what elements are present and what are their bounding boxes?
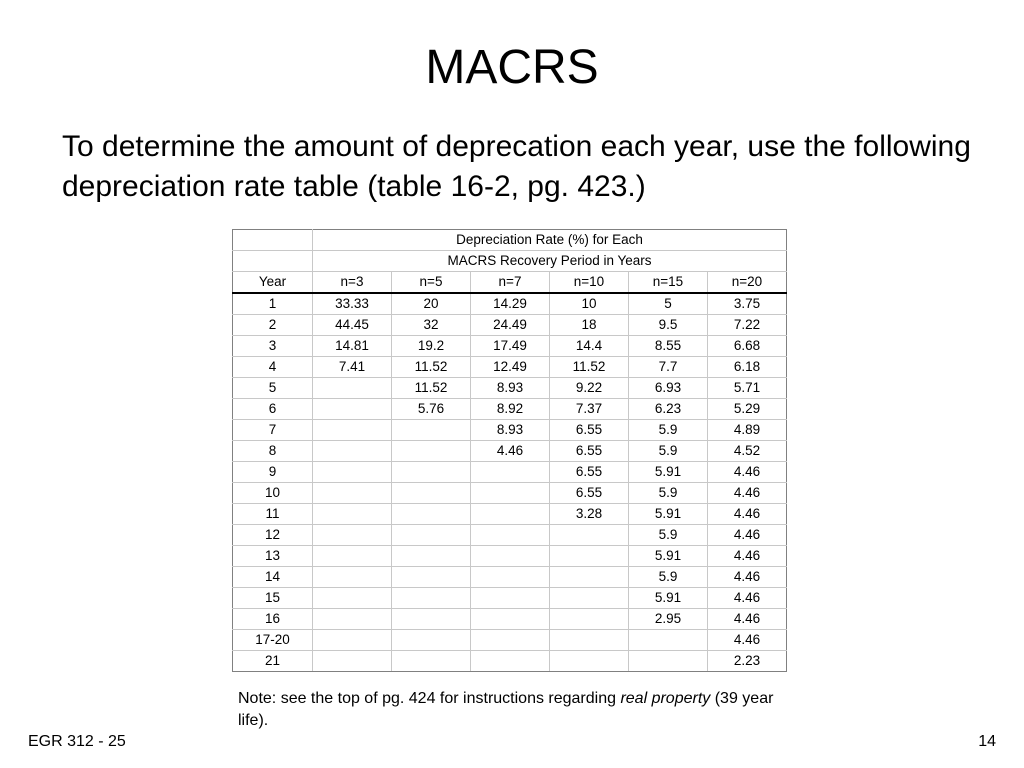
year-cell: 17-20 <box>233 630 313 651</box>
table-row <box>233 504 787 525</box>
rate-cell: 5.91 <box>629 546 708 567</box>
rate-cell <box>471 504 550 525</box>
rate-cell <box>392 420 471 441</box>
rate-cell <box>471 651 550 672</box>
rate-cell: 5.9 <box>629 483 708 504</box>
table-row <box>233 546 787 567</box>
rate-cell: 14.29 <box>471 293 550 315</box>
rate-cell <box>392 525 471 546</box>
rate-cell: 4.46 <box>471 441 550 462</box>
rate-cell <box>313 525 392 546</box>
rate-cell <box>313 546 392 567</box>
table-row <box>233 462 787 483</box>
column-header: n=20 <box>708 272 787 294</box>
table-row <box>233 609 787 630</box>
rate-cell <box>392 567 471 588</box>
rate-cell: 24.49 <box>471 315 550 336</box>
rate-cell: 18 <box>550 315 629 336</box>
table-row <box>233 336 787 357</box>
footer-course-label: EGR 312 - 25 <box>28 733 126 750</box>
year-cell: 6 <box>233 399 313 420</box>
rate-cell <box>313 651 392 672</box>
header-line-1: Depreciation Rate (%) for Each <box>313 230 787 251</box>
year-cell: 15 <box>233 588 313 609</box>
rate-cell: 11.52 <box>392 378 471 399</box>
rate-cell: 4.89 <box>708 420 787 441</box>
rate-cell <box>392 441 471 462</box>
table-row <box>233 588 787 609</box>
rate-cell: 4.46 <box>708 588 787 609</box>
rate-cell <box>550 525 629 546</box>
rate-cell <box>392 651 471 672</box>
year-cell: 14 <box>233 567 313 588</box>
rate-cell: 5.91 <box>629 504 708 525</box>
rate-cell <box>629 651 708 672</box>
rate-cell <box>392 462 471 483</box>
rate-cell <box>313 630 392 651</box>
rate-cell: 7.22 <box>708 315 787 336</box>
rate-cell: 4.46 <box>708 483 787 504</box>
column-header: n=3 <box>313 272 392 294</box>
year-cell: 12 <box>233 525 313 546</box>
rate-cell: 8.93 <box>471 378 550 399</box>
column-header: n=7 <box>471 272 550 294</box>
table-row <box>233 630 787 651</box>
year-cell: 21 <box>233 651 313 672</box>
rate-cell: 6.23 <box>629 399 708 420</box>
year-cell: 8 <box>233 441 313 462</box>
rate-cell: 10 <box>550 293 629 315</box>
rate-cell <box>550 609 629 630</box>
rate-cell <box>313 567 392 588</box>
year-cell: 16 <box>233 609 313 630</box>
rate-cell: 8.55 <box>629 336 708 357</box>
rate-cell <box>313 483 392 504</box>
rate-cell: 11.52 <box>392 357 471 378</box>
rate-cell: 6.93 <box>629 378 708 399</box>
table-row <box>233 399 787 420</box>
column-header: n=15 <box>629 272 708 294</box>
footnote-italic: real property <box>620 690 711 707</box>
footnote-text: Note: see the top of pg. 424 for instructions regarding <box>238 690 621 707</box>
rate-cell: 14.4 <box>550 336 629 357</box>
year-column-header: Year <box>233 272 313 294</box>
rate-cell: 4.46 <box>708 609 787 630</box>
year-cell: 2 <box>233 315 313 336</box>
table-header-row-2 <box>233 251 787 272</box>
rate-cell: 5.9 <box>629 420 708 441</box>
rate-cell <box>313 588 392 609</box>
rate-cell <box>313 378 392 399</box>
table-row <box>233 293 787 315</box>
rate-cell <box>392 630 471 651</box>
table-row <box>233 420 787 441</box>
rate-cell <box>550 630 629 651</box>
footer-page-number: 14 <box>978 733 996 750</box>
rate-cell <box>313 420 392 441</box>
year-cell: 4 <box>233 357 313 378</box>
macrs-rate-table <box>232 229 787 672</box>
rate-cell: 4.46 <box>708 630 787 651</box>
rate-cell <box>471 546 550 567</box>
rate-cell <box>392 483 471 504</box>
column-header-row <box>233 272 787 294</box>
year-cell: 1 <box>233 293 313 315</box>
table-row <box>233 441 787 462</box>
column-header: n=5 <box>392 272 471 294</box>
rate-cell: 5 <box>629 293 708 315</box>
rate-cell <box>550 567 629 588</box>
rate-cell <box>629 630 708 651</box>
rate-cell: 4.46 <box>708 546 787 567</box>
rate-cell: 5.9 <box>629 567 708 588</box>
rate-cell: 11.52 <box>550 357 629 378</box>
rate-cell <box>313 441 392 462</box>
rate-cell: 5.91 <box>629 588 708 609</box>
rate-cell <box>471 483 550 504</box>
rate-cell: 32 <box>392 315 471 336</box>
rate-cell <box>471 588 550 609</box>
rate-cell: 5.91 <box>629 462 708 483</box>
year-cell: 10 <box>233 483 313 504</box>
rate-cell: 4.52 <box>708 441 787 462</box>
year-cell: 9 <box>233 462 313 483</box>
intro-paragraph: To determine the amount of deprecation each year, use the following depreciation rate table (table 16-2, pg. 423.) <box>62 130 971 203</box>
rate-cell: 14.81 <box>313 336 392 357</box>
table-row <box>233 315 787 336</box>
rate-cell <box>313 504 392 525</box>
rate-cell: 5.71 <box>708 378 787 399</box>
rate-cell: 5.9 <box>629 441 708 462</box>
rate-cell: 3.75 <box>708 293 787 315</box>
footnote <box>238 688 778 732</box>
slide-title: MACRS <box>425 41 599 94</box>
header-blank-cell <box>233 230 313 251</box>
rate-cell: 5.29 <box>708 399 787 420</box>
rate-cell <box>392 609 471 630</box>
rate-cell: 4.46 <box>708 567 787 588</box>
rate-cell: 7.37 <box>550 399 629 420</box>
rate-cell <box>392 546 471 567</box>
rate-cell: 12.49 <box>471 357 550 378</box>
rate-cell: 6.55 <box>550 420 629 441</box>
rate-cell <box>471 630 550 651</box>
rate-cell <box>471 609 550 630</box>
rate-cell: 9.22 <box>550 378 629 399</box>
rate-cell <box>550 588 629 609</box>
rate-cell: 20 <box>392 293 471 315</box>
column-header: n=10 <box>550 272 629 294</box>
rate-cell: 4.46 <box>708 504 787 525</box>
table-row <box>233 525 787 546</box>
rate-cell: 7.7 <box>629 357 708 378</box>
rate-cell: 17.49 <box>471 336 550 357</box>
rate-cell: 4.46 <box>708 462 787 483</box>
rate-cell <box>313 399 392 420</box>
year-cell: 5 <box>233 378 313 399</box>
table-row <box>233 483 787 504</box>
rate-cell: 33.33 <box>313 293 392 315</box>
table-header-row-1 <box>233 230 787 251</box>
table-row <box>233 357 787 378</box>
rate-cell: 3.28 <box>550 504 629 525</box>
rate-cell: 6.55 <box>550 483 629 504</box>
table-row <box>233 378 787 399</box>
table-row <box>233 651 787 672</box>
rate-cell <box>392 588 471 609</box>
rate-cell: 6.18 <box>708 357 787 378</box>
rate-cell: 7.41 <box>313 357 392 378</box>
rate-cell: 8.93 <box>471 420 550 441</box>
rate-cell: 6.55 <box>550 441 629 462</box>
rate-cell: 6.68 <box>708 336 787 357</box>
year-cell: 11 <box>233 504 313 525</box>
rate-cell: 6.55 <box>550 462 629 483</box>
rate-cell: 5.76 <box>392 399 471 420</box>
rate-cell <box>392 504 471 525</box>
rate-cell: 5.9 <box>629 525 708 546</box>
year-cell: 3 <box>233 336 313 357</box>
rate-cell <box>550 546 629 567</box>
header-line-2: MACRS Recovery Period in Years <box>313 251 787 272</box>
rate-cell: 9.5 <box>629 315 708 336</box>
header-blank-cell <box>233 251 313 272</box>
rate-cell: 2.23 <box>708 651 787 672</box>
rate-cell: 19.2 <box>392 336 471 357</box>
footnote-text-end: (39 year life). <box>238 690 774 729</box>
rate-cell: 2.95 <box>629 609 708 630</box>
year-cell: 7 <box>233 420 313 441</box>
year-cell: 13 <box>233 546 313 567</box>
rate-cell: 44.45 <box>313 315 392 336</box>
rate-cell: 8.92 <box>471 399 550 420</box>
rate-cell <box>550 651 629 672</box>
rate-cell <box>313 609 392 630</box>
rate-cell <box>471 567 550 588</box>
macrs-table-body <box>233 230 787 672</box>
rate-cell <box>471 462 550 483</box>
rate-cell <box>313 462 392 483</box>
rate-cell: 4.46 <box>708 525 787 546</box>
table-row <box>233 567 787 588</box>
rate-cell <box>471 525 550 546</box>
